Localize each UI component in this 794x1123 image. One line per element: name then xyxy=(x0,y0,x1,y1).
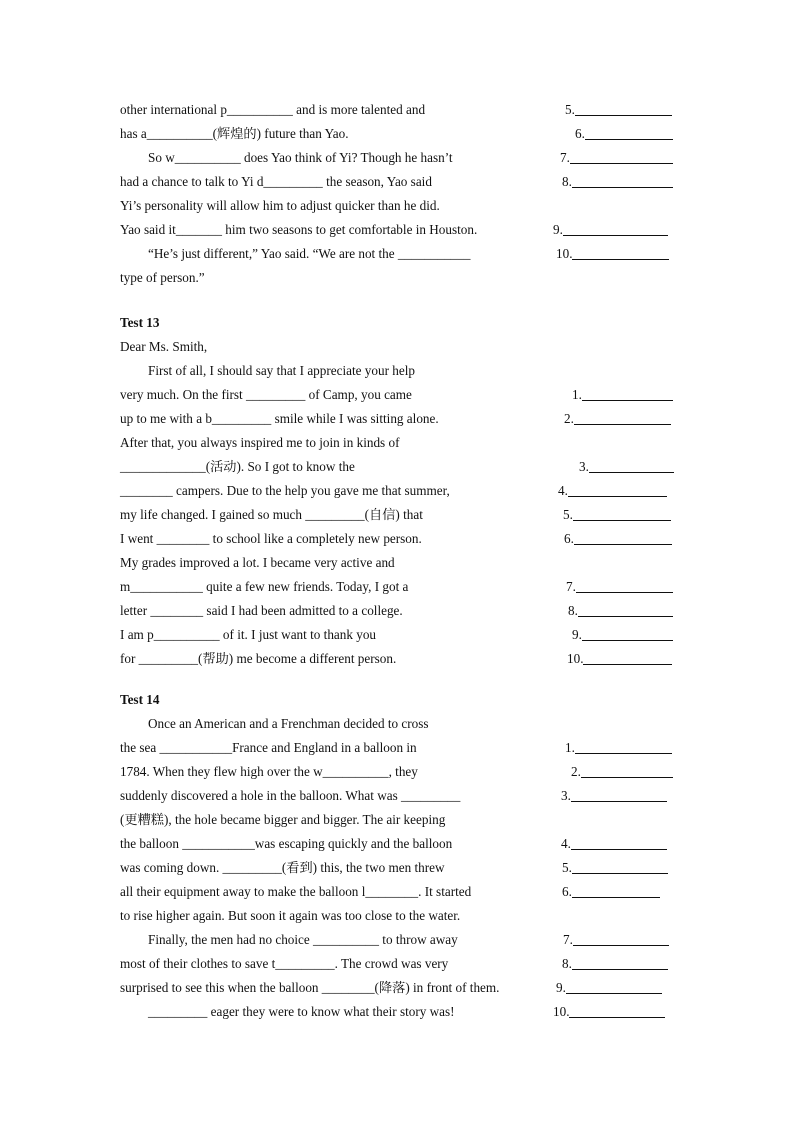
passage-line: my life changed. I gained so much _________(自信) that xyxy=(120,507,423,522)
answer-line[interactable] xyxy=(582,627,673,641)
answer-line[interactable] xyxy=(582,387,673,401)
answer-number: 2. xyxy=(571,764,581,779)
passage-line: letter ________ said I had been admitted to a college. xyxy=(120,603,403,618)
answer-blank[interactable] xyxy=(553,1003,665,1021)
answer-line[interactable] xyxy=(589,459,674,473)
passage-line: for _________(帮助) me become a different person. xyxy=(120,651,397,666)
answer-line[interactable] xyxy=(578,603,673,617)
answer-line[interactable] xyxy=(563,222,668,236)
answer-line[interactable] xyxy=(566,980,662,994)
answer-blank[interactable] xyxy=(562,173,673,191)
answer-line[interactable] xyxy=(575,740,672,754)
passage-line: I am p__________ of it. I just want to thank you xyxy=(120,627,377,642)
passage-line: type of person.” xyxy=(120,270,205,285)
answer-line[interactable] xyxy=(576,579,673,593)
answer-number: 9. xyxy=(572,627,582,642)
answer-blank[interactable] xyxy=(564,410,671,428)
answer-number: 2. xyxy=(564,411,574,426)
answer-number: 8. xyxy=(562,174,572,189)
letter-salutation: Dear Ms. Smith, xyxy=(120,339,208,354)
answer-blank[interactable] xyxy=(558,482,667,500)
answer-number: 5. xyxy=(562,860,572,875)
passage-line: Yi’s personality will allow him to adjust quicker than he did. xyxy=(120,198,440,213)
passage-line: Once an American and a Frenchman decided to cross xyxy=(148,716,429,731)
answer-number: 9. xyxy=(553,222,563,237)
answer-blank[interactable] xyxy=(579,458,674,476)
answer-blank[interactable] xyxy=(562,955,668,973)
passage-line: very much. On the first _________ of Camp, you came xyxy=(120,387,412,402)
answer-line[interactable] xyxy=(571,836,667,850)
answer-blank[interactable] xyxy=(553,221,668,239)
passage-line: So w__________ does Yao think of Yi? Though he hasn’t xyxy=(148,150,453,165)
answer-blank[interactable] xyxy=(571,763,673,781)
answer-number: 7. xyxy=(563,932,573,947)
answer-blank[interactable] xyxy=(562,859,668,877)
passage-line: other international p__________ and is more talented and xyxy=(120,102,426,117)
passage-line: had a chance to talk to Yi d_________ the season, Yao said xyxy=(120,174,432,189)
answer-line[interactable] xyxy=(572,884,660,898)
answer-blank[interactable] xyxy=(562,883,660,901)
answer-number: 8. xyxy=(562,956,572,971)
passage-line: First of all, I should say that I appreciate your help xyxy=(148,363,415,378)
answer-blank[interactable] xyxy=(561,787,667,805)
answer-number: 4. xyxy=(558,483,568,498)
answer-number: 8. xyxy=(568,603,578,618)
answer-blank[interactable] xyxy=(560,149,673,167)
answer-line[interactable] xyxy=(573,932,669,946)
passage-line: the balloon ___________was escaping quickly and the balloon xyxy=(120,836,453,851)
answer-number: 3. xyxy=(579,459,589,474)
passage-line: all their equipment away to make the balloon l________. It started xyxy=(120,884,472,899)
answer-blank[interactable] xyxy=(565,739,672,757)
passage-line: m___________ quite a few new friends. Today, I got a xyxy=(120,579,409,594)
passage-line: _________ eager they were to know what their story was! xyxy=(148,1004,455,1019)
answer-number: 6. xyxy=(564,531,574,546)
passage-line: to rise higher again. But soon it again was too close to the water. xyxy=(120,908,461,923)
answer-line[interactable] xyxy=(575,102,672,116)
answer-number: 6. xyxy=(575,126,585,141)
answer-line[interactable] xyxy=(573,507,671,521)
answer-blank[interactable] xyxy=(561,835,667,853)
passage-line: up to me with a b_________ smile while I was sitting alone. xyxy=(120,411,439,426)
passage-line: I went ________ to school like a completely new person. xyxy=(120,531,422,546)
answer-number: 9. xyxy=(556,980,566,995)
answer-line[interactable] xyxy=(581,764,673,778)
answer-number: 10. xyxy=(556,246,573,261)
answer-number: 1. xyxy=(565,740,575,755)
answer-blank[interactable] xyxy=(563,506,671,524)
answer-number: 6. xyxy=(562,884,572,899)
answer-line[interactable] xyxy=(583,651,672,665)
answer-number: 7. xyxy=(566,579,576,594)
answer-number: 7. xyxy=(560,150,570,165)
answer-blank[interactable] xyxy=(567,650,672,668)
passage-line: _____________(活动). So I got to know the xyxy=(120,459,355,474)
answer-blank[interactable] xyxy=(568,602,673,620)
test-13-title: Test 13 xyxy=(120,315,160,330)
answer-line[interactable] xyxy=(572,956,668,970)
answer-number: 5. xyxy=(563,507,573,522)
test-14-title: Test 14 xyxy=(120,692,160,707)
answer-blank[interactable] xyxy=(572,626,673,644)
answer-line[interactable] xyxy=(572,174,673,188)
passage-line: the sea ___________France and England in a balloon in xyxy=(120,740,417,755)
answer-line[interactable] xyxy=(572,860,668,874)
answer-blank[interactable] xyxy=(565,101,672,119)
answer-number: 3. xyxy=(561,788,571,803)
answer-number: 10. xyxy=(567,651,584,666)
answer-line[interactable] xyxy=(574,531,672,545)
answer-line[interactable] xyxy=(571,788,667,802)
answer-number: 4. xyxy=(561,836,571,851)
answer-blank[interactable] xyxy=(572,386,673,404)
answer-number: 5. xyxy=(565,102,575,117)
answer-blank[interactable] xyxy=(556,979,662,997)
passage-line: Yao said it_______ him two seasons to get comfortable in Houston. xyxy=(120,222,478,237)
answer-line[interactable] xyxy=(572,246,669,260)
answer-blank[interactable] xyxy=(556,245,669,263)
passage-line: After that, you always inspired me to join in kinds of xyxy=(120,435,400,450)
passage-line: surprised to see this when the balloon ________(降落) in front of them. xyxy=(120,980,500,995)
passage-line: most of their clothes to save t_________. The crowd was very xyxy=(120,956,449,971)
passage-line: has a__________(辉煌的) future than Yao. xyxy=(120,126,349,141)
answer-blank[interactable] xyxy=(563,931,669,949)
passage-line: was coming down. _________(看到) this, the two men threw xyxy=(120,860,445,875)
answer-line[interactable] xyxy=(574,411,671,425)
answer-line[interactable] xyxy=(585,126,673,140)
passage-line: suddenly discovered a hole in the balloon. What was _________ xyxy=(120,788,461,803)
passage-line: ________ campers. Due to the help you gave me that summer, xyxy=(120,483,450,498)
answer-number: 10. xyxy=(553,1004,570,1019)
passage-line: 1784. When they flew high over the w__________, they xyxy=(120,764,418,779)
answer-line[interactable] xyxy=(568,483,667,497)
answer-line[interactable] xyxy=(569,1004,665,1018)
passage-line: My grades improved a lot. I became very active and xyxy=(120,555,395,570)
passage-line: Finally, the men had no choice __________ to throw away xyxy=(148,932,458,947)
passage-line: “He’s just different,” Yao said. “We are not the ___________ xyxy=(148,246,471,261)
answer-blank[interactable] xyxy=(566,578,673,596)
passage-line: (更糟糕), the hole became bigger and bigger. The air keeping xyxy=(120,812,446,827)
answer-blank[interactable] xyxy=(564,530,672,548)
answer-blank[interactable] xyxy=(575,125,673,143)
answer-line[interactable] xyxy=(570,150,673,164)
answer-number: 1. xyxy=(572,387,582,402)
